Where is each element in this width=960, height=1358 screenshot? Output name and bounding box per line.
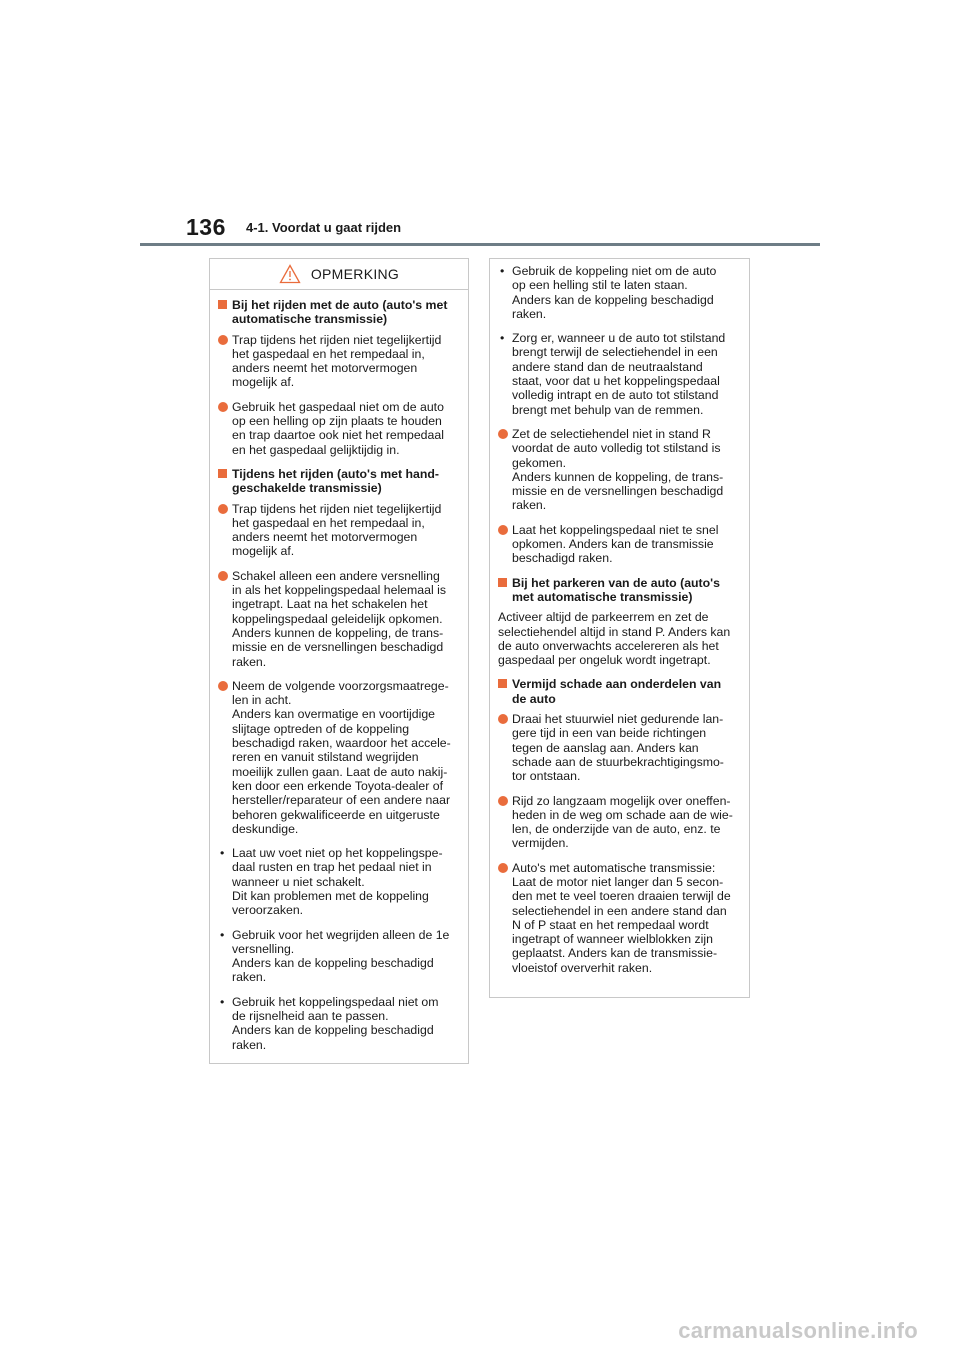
list-item xyxy=(498,794,739,851)
item-text: Trap tijdens het rijden niet tegelijkertijd het gaspedaal en het rempedaal in, anders neemt het motorvermogen mogelijk af. xyxy=(232,501,442,559)
list-item xyxy=(218,400,458,457)
item-text: Zet de selectiehendel niet in stand R voordat de auto volledig tot stilstand is gekomen. Anders kunnen de koppeling, de trans- missie en de versnellingen beschadigd raken. xyxy=(512,426,724,513)
paragraph xyxy=(498,610,739,667)
notice-header xyxy=(210,259,468,290)
notice-content-left xyxy=(210,298,468,1052)
list-item xyxy=(218,846,458,917)
section-heading xyxy=(498,677,739,706)
list-item xyxy=(498,427,739,513)
item-text: Neem de volgende voorzorgsmaatrege- len in acht. Anders kan overmatige en voortijdige slijtage optreden of de koppeling beschadigd raken, waardoor het accele- reren en vanuit stilstand wegrijden moeilijk zullen gaan. Laat de auto nakij- ken door een erkende Toyota-dealer of hersteller/reparateur of een andere naar behoren gekwalificeerde en uitgeruste deskundige. xyxy=(232,678,451,836)
notice-label: OPMERKING xyxy=(310,265,400,282)
item-text: Tijdens het rijden (auto's met hand- geschakelde transmissie) xyxy=(232,466,439,496)
item-text: Vermijd schade aan onderdelen van de auto xyxy=(512,677,722,706)
item-text: Bij het parkeren van de auto (auto's met automatische transmissie) xyxy=(512,575,720,604)
item-text: Gebruik het gaspedaal niet om de auto op een helling op zijn plaats te houden en trap daartoe ook niet het rempedaal en het gaspedaal gelijktijdig in. xyxy=(232,399,444,457)
header-rule xyxy=(140,243,820,246)
list-item xyxy=(498,712,739,783)
item-text: Schakel alleen een andere versnelling in als het koppelingspedaal helemaal is ingetrapt. Laat na het schakelen het koppelingspedaal geleidelijk opkomen. Anders kunnen de koppeling, de trans- missie en de versnellingen beschadigd raken. xyxy=(232,568,446,669)
item-text: • Laat uw voet niet op het koppelingspe- daal rusten en trap het pedaal niet in wanneer u niet schakelt. Dit kan problemen met de koppeling veroorzaken. xyxy=(232,846,443,918)
notice-content-right xyxy=(490,259,749,975)
notice-box-left xyxy=(209,258,469,1064)
item-text: Laat het koppelingspedaal niet te snel opkomen. Anders kan de transmissie beschadigd raken. xyxy=(512,522,719,566)
list-item xyxy=(498,331,739,417)
list-item xyxy=(218,502,458,559)
item-text: Activeer altijd de parkeerrem en zet de selectiehendel altijd in stand P. Anders kan de auto onverwachts accelereren als het gaspedaal per ongeluk wordt ingetrapt. xyxy=(498,610,731,668)
item-text: Auto's met automatische transmissie: Laat de motor niet langer dan 5 secon- den met te veel toeren draaien terwijl de selectiehendel in een andere stand dan N of P staat en het rempedaal wordt ingetrapt of wanneer wielblokken zijn geplaatst. Anders kan de transmissie- vloeistof oververhit raken. xyxy=(512,860,731,975)
item-text: Bij het rijden met de auto (auto's met automatische transmissie) xyxy=(232,298,448,327)
item-text: • Gebruik het koppelingspedaal niet om de rijsnelheid aan te passen. Anders kan de koppeling beschadigd raken. xyxy=(232,994,439,1052)
item-text: Trap tijdens het rijden niet tegelijkertijd het gaspedaal en het rempedaal in, anders neemt het motorvermogen mogelijk af. xyxy=(232,332,442,390)
section-heading xyxy=(498,576,739,605)
list-item xyxy=(498,523,739,566)
item-text: • Gebruik de koppeling niet om de auto op een helling stil te laten staan. Anders kan de koppeling beschadigd raken. xyxy=(512,264,717,321)
section-heading xyxy=(218,298,458,327)
notice-box-right xyxy=(489,258,750,998)
watermark: carmanualsonline.info xyxy=(678,1318,918,1343)
section-heading xyxy=(218,467,458,496)
item-text: • Zorg er, wanneer u de auto tot stilstand brengt terwijl de selectiehendel in een andere stand dan de neutraalstand staat, voor dat u het koppelingspedaal volledig intrapt en de auto tot stilstand brengt met behulp van de remmen. xyxy=(512,331,726,417)
list-item xyxy=(498,264,739,321)
item-text: Rijd zo langzaam mogelijk over oneffen- heden in de weg om schade aan de wie- len, de onderzijde van de auto, enz. te vermijden. xyxy=(512,793,733,851)
item-text: • Gebruik voor het wegrijden alleen de 1e versnelling. Anders kan de koppeling beschadigd raken. xyxy=(232,927,450,985)
section-title: 4-1. Voordat u gaat rijden xyxy=(246,220,402,235)
warning-triangle-icon xyxy=(279,264,301,284)
list-item xyxy=(218,928,458,985)
list-item xyxy=(498,861,739,975)
page-number: 136 xyxy=(186,214,226,240)
list-item xyxy=(218,333,458,390)
list-item xyxy=(218,679,458,836)
item-text: Draai het stuurwiel niet gedurende lan- gere tijd in een van beide richtingen tegen de aanslag aan. Anders kan schade aan de stuurbekrachtigingsmo- tor ontstaan. xyxy=(512,712,724,784)
list-item xyxy=(218,569,458,669)
list-item xyxy=(218,995,458,1052)
